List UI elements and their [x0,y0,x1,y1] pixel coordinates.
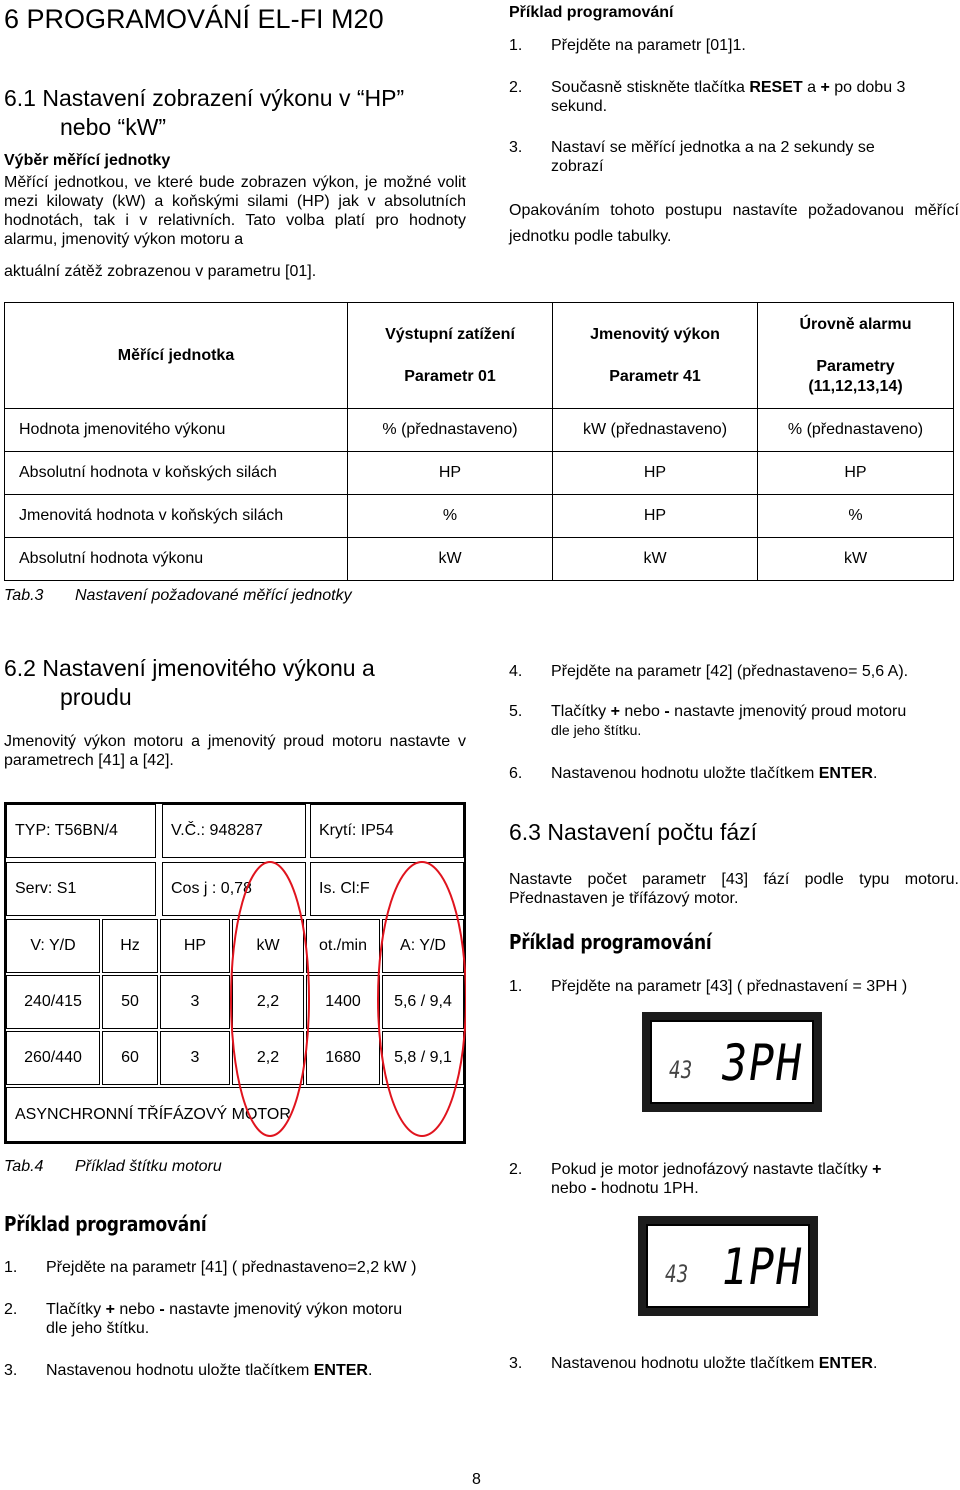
table-cell: HP [348,452,553,495]
list-number: 4. [509,663,523,680]
lcd-value: 3PH [717,1034,808,1092]
table-header-cell: Jmenovitý výkon Parametr 41 [553,303,758,409]
table-cell: Hodnota jmenovitého výkonu [5,409,348,452]
list-number: 6. [509,765,523,782]
table-header-cell: Úrovně alarmu Parametry (11,12,13,14) [758,303,954,409]
plate-cell: Is. Cl:F [310,862,464,916]
plate-cell: 240/415 [6,975,100,1029]
programming-example-heading-2: Příklad programování [4,1212,207,1236]
table-cell: HP [758,452,954,495]
plate-cell: Krytí: IP54 [310,804,464,858]
table-cell: Absolutní hodnota výkonu [5,538,348,581]
list-number: 3. [509,1355,523,1372]
list-number: 3. [509,139,523,156]
lcd-display-1ph [638,1216,818,1316]
list-text: Nastavenou hodnotu uložte tlačítkem ENTER. [551,765,878,782]
table-row [5,538,954,581]
section-6-3-body: Nastavte počet parametr [43] fází podle typu motoru. Přednastaven je třífázový motor. [509,871,959,907]
list-item [509,662,959,682]
table-3-caption-label: Tab.3 [4,587,44,604]
section-6-1-title [4,84,474,142]
list-item [4,1300,474,1340]
plate-cell: 5,8 / 9,1 [382,1031,464,1085]
table-cell: HP [553,495,758,538]
list-item [509,78,959,118]
list-text: Přejděte na parametr [43] ( přednastavení = 3PH ) [551,978,908,995]
list-text: Nastavenou hodnotu uložte tlačítkem ENTER. [551,1355,878,1372]
table-cell: kW [553,538,758,581]
section-6-1-title-line1: 6.1 Nastavení zobrazení výkonu v “HP” [4,85,405,111]
table-row [5,409,954,452]
list-number: 2. [509,79,523,96]
section-6-2-title-line2: proudu [60,684,132,710]
section-6-1-body: Měřící jednotkou, ve které bude zobrazen výkon, je možné volit mezi kilowaty (kW) a koňskými silami (HP) jak v absolutních hodnotách, tak i v relativních. Tato volba platí pro hodnoty alarmu, jmenovitý výkon motoru a [4,174,466,248]
table-cell: kW [348,538,553,581]
list-text: Nastaví se měřící jednotka a na 2 sekundy se zobrazí [551,139,875,175]
section-6-3-title: 6.3 Nastavení počtu fází [509,819,758,845]
plate-cell: 2,2 [232,975,304,1029]
list-text: Přejděte na parametr [41] ( přednastaveno=2,2 kW ) [46,1259,417,1276]
list-number: 3. [4,1362,18,1379]
plate-cell: Hz [102,919,158,973]
plate-cell: 5,6 / 9,4 [382,975,464,1029]
plate-cell: HP [160,919,230,973]
lcd-param-number: 43 [666,1056,694,1084]
plate-cell: 2,2 [232,1031,304,1085]
list-number: 2. [509,1161,523,1178]
plate-cell: 50 [102,975,158,1029]
page-title: 6 PROGRAMOVÁNÍ EL-FI M20 [4,4,384,34]
table-cell: kW (přednastaveno) [553,409,758,452]
table-row [5,495,954,538]
list-item [509,1354,959,1374]
plate-cell: 260/440 [6,1031,100,1085]
section-6-1-title-line2: nebo “kW” [60,114,167,140]
table-header-cell: Výstupní zatížení Parametr 01 [348,303,553,409]
programming-note: Opakováním tohoto postupu nastavíte požadovanou měřící jednotku podle tabulky. [509,202,959,245]
list-item [509,138,959,178]
list-number: 1. [509,37,523,54]
list-number: 2. [4,1301,18,1318]
motor-nameplate [4,802,466,1144]
plate-cell: A: Y/D [382,919,464,973]
plate-cell: 60 [102,1031,158,1085]
table-4-caption-label: Tab.4 [4,1158,44,1175]
section-6-1-subtitle: Výběr měřící jednotky [4,152,171,169]
lcd-screen [646,1224,810,1308]
list-number: 1. [509,978,523,995]
table-cell: % (přednastaveno) [348,409,553,452]
plate-cell: Cos j : 0,78 [162,862,306,916]
highlight-circle-kw [231,862,309,1136]
list-text: Nastavenou hodnotu uložte tlačítkem ENTER. [46,1362,373,1379]
page-number: 8 [472,1471,481,1488]
table-cell: % [758,495,954,538]
table-3-caption-text: Nastavení požadované měřící jednotky [75,587,352,604]
section-6-2-body: Jmenovitý výkon motoru a jmenovitý proud motoru nastavte v parametrech [41] a [42]. [4,733,466,769]
list-item [509,1160,959,1200]
table-cell: Jmenovitá hodnota v koňských silách [5,495,348,538]
unit-table [4,302,954,581]
list-number: 1. [4,1259,18,1276]
section-6-1-body-last: aktuální zátěž zobrazenou v parametru [01]. [4,263,317,280]
plate-cell: V: Y/D [6,919,100,973]
lcd-screen [650,1020,814,1104]
table-cell: HP [553,452,758,495]
table-4-caption-text: Příklad štítku motoru [75,1158,222,1175]
list-item [509,702,959,744]
highlight-circle-amps [378,862,466,1136]
programming-example-heading: Příklad programování [509,4,674,21]
table-header-row [5,303,954,409]
section-6-2-title [4,654,474,712]
section-6-2-title-line1: 6.2 Nastavení jmenovitého výkonu a [4,655,375,681]
plate-cell: ot./min [306,919,380,973]
list-text: Tlačítky + nebo - nastavte jmenovitý proud motoru dle jeho štítku. [551,703,907,738]
programming-example-heading-3: Příklad programování [509,930,712,954]
plate-cell: kW [232,919,304,973]
table-cell: % (přednastaveno) [758,409,954,452]
plate-cell: TYP: T56BN/4 [6,804,156,858]
list-number: 5. [509,703,523,720]
plate-cell: Serv: S1 [6,862,156,916]
list-text: Přejděte na parametr [42] (přednastaveno= 5,6 A). [551,663,909,680]
list-text: Tlačítky + nebo - nastavte jmenovitý výkon motoru dle jeho štítku. [46,1301,403,1337]
table-cell: kW [758,538,954,581]
table-cell: Absolutní hodnota v koňských silách [5,452,348,495]
list-text: Přejděte na parametr [01]1. [551,37,746,54]
lcd-value: 1PH [717,1238,808,1296]
list-item [4,1361,474,1381]
highlight-circles [4,802,466,1144]
table-header-cell: Měřící jednotka [5,303,348,409]
plate-cell: 3 [160,1031,230,1085]
table-row [5,452,954,495]
lcd-display-3ph [642,1012,822,1112]
list-text: Pokud je motor jednofázový nastavte tlačítky + nebo - hodnotu 1PH. [551,1161,882,1197]
plate-cell: 3 [160,975,230,1029]
list-text: Současně stiskněte tlačítka RESET a + po dobu 3 sekund. [551,79,906,115]
plate-cell: V.Č.: 948287 [162,804,306,858]
plate-cell: 1680 [306,1031,380,1085]
plate-cell: 1400 [306,975,380,1029]
list-item [509,36,949,56]
list-item [4,1258,474,1278]
lcd-param-number: 43 [662,1260,690,1288]
list-item [509,764,959,784]
list-item [509,977,959,997]
plate-cell: ASYNCHRONNÍ TŘÍFÁZOVÝ MOTOR [6,1087,464,1142]
table-cell: % [348,495,553,538]
